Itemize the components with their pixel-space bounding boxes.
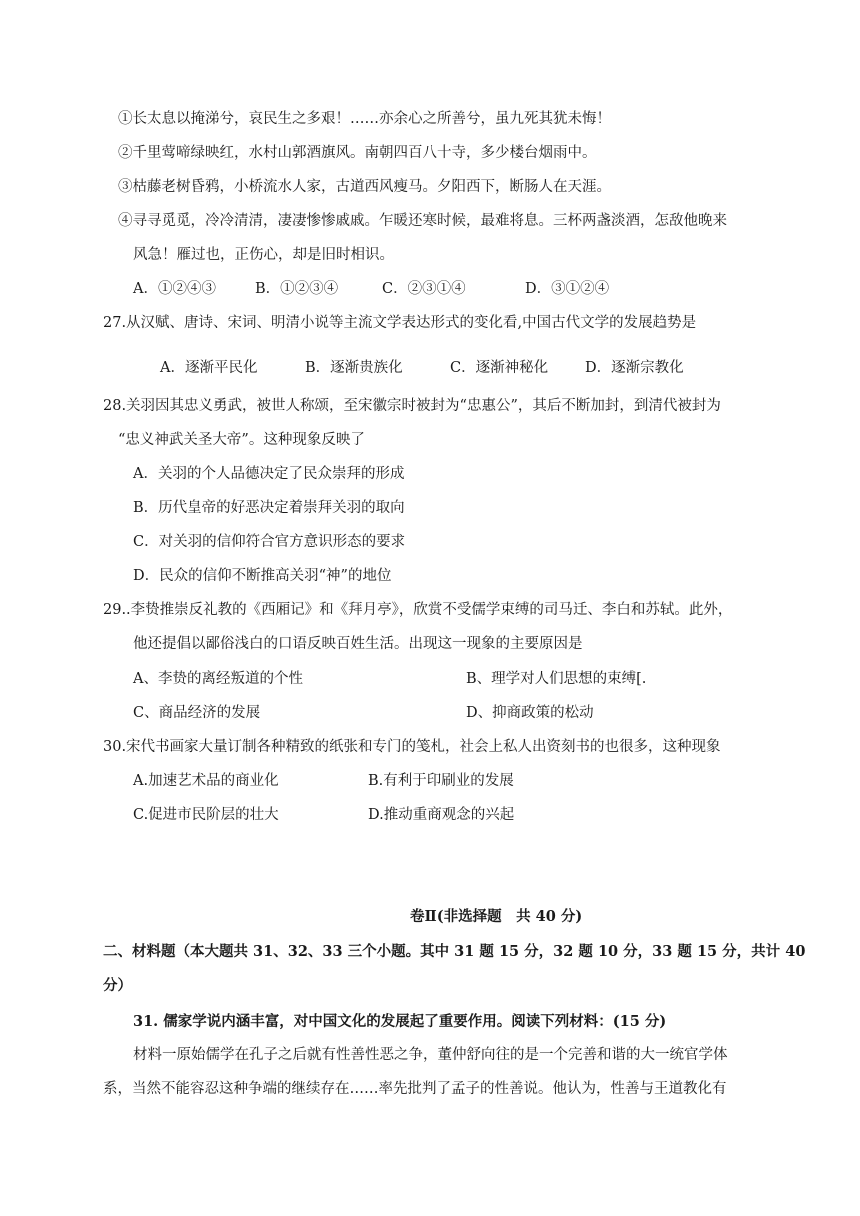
q27-option-b: B．逐渐贵族化 [305,360,403,376]
q31-material-1: 材料一原始儒学在孔子之后就有性善性恶之争，董仲舒向往的是一个完善和谐的大一统官学体 [133,1047,728,1063]
q28-stem: 28.关羽因其忠义勇武，被世人称颂，至宋徽宗时被封为“忠惠公”，其后不断加封，到清代被封为 [103,398,721,414]
q27-stem: 27.从汉赋、唐诗、宋词、明清小说等主流文学表达形式的变化看,中国古代文学的发展趋势是 [103,315,697,331]
q31-material-1-cont: 系，当然不能容忍这种争端的继续存在……率先批判了孟子的性善说。他认为，性善与王道教化有 [103,1081,727,1097]
section-heading-cont: 分） [103,977,132,994]
q26-item-4-cont: 风急！雁过也，正伤心，却是旧时相识。 [133,247,394,263]
q30-option-c: C.促进市民阶层的壮大 [133,807,279,823]
q30-option-d: D.推动重商观念的兴起 [368,807,515,823]
q30-option-a: A.加速艺术品的商业化 [133,773,279,789]
q27-option-d: D．逐渐宗教化 [585,360,684,376]
q29-option-d: D、抑商政策的松动 [466,705,594,721]
q30-stem: 30.宋代书画家大量订制各种精致的纸张和专门的笺札，社会上私人出资刻书的也很多，这种现象 [103,739,721,755]
part2-title: 卷Ⅱ(非选择题 共 40 分) [410,908,583,925]
q26-item-2: ②千里莺啼绿映红，水村山郭酒旗风。南朝四百八十寺，多少楼台烟雨中。 [118,145,597,161]
q26-option-d: D．③①②④ [525,281,610,297]
q28-option-a: A．关羽的个人品德决定了民众崇拜的形成 [133,466,405,482]
q29-option-b: B、理学对人们思想的束缚[. [466,671,647,687]
q31-stem: 31. 儒家学说内涵丰富，对中国文化的发展起了重要作用。阅读下列材料：(15 分) [133,1013,667,1030]
q27-option-a: A．逐渐平民化 [160,360,258,376]
q27-option-c: C．逐渐神秘化 [450,360,549,376]
q29-option-a: A、李贽的离经叛道的个性 [133,671,303,687]
q28-option-b: B．历代皇帝的好恶决定着崇拜关羽的取向 [133,500,405,516]
q26-option-a: A．①②④③ [133,281,216,297]
q29-stem: 29..李贽推崇反礼教的《西厢记》和《拜月亭》，欣赏不受儒学束缚的司马迁、李白和苏轼。此外， [103,602,733,618]
q28-option-c: C．对关羽的信仰符合官方意识形态的要求 [133,534,406,550]
section-heading: 二、材料题（本大题共 31、32、33 三个小题。其中 31 题 15 分，32 题 10 分，33 题 15 分，共计 40 [103,943,806,960]
q26-item-1: ①长太息以掩涕兮，哀民生之多艰！……亦余心之所善兮，虽九死其犹未悔！ [118,111,611,127]
q30-option-b: B.有利于印刷业的发展 [368,773,514,789]
q26-item-4: ④寻寻觅觅，冷冷清清，凄凄惨惨戚戚。乍暖还寒时候，最难将息。三杯两盏淡酒，怎敌他晚来 [118,213,727,229]
q26-option-b: B．①②③④ [255,281,339,297]
q26-item-3: ③枯藤老树昏鸦，小桥流水人家，古道西风瘦马。夕阳西下，断肠人在天涯。 [118,179,611,195]
q26-option-c: C．②③①④ [382,281,466,297]
q29-stem-cont: 他还提倡以鄙俗浅白的口语反映百姓生活。出现这一现象的主要原因是 [133,636,583,652]
q29-option-c: C、商品经济的发展 [133,705,261,721]
q28-stem-cont: “忠义神武关圣大帝”。这种现象反映了 [118,432,365,448]
q28-option-d: D．民众的信仰不断推高关羽“神”的地位 [133,568,392,584]
